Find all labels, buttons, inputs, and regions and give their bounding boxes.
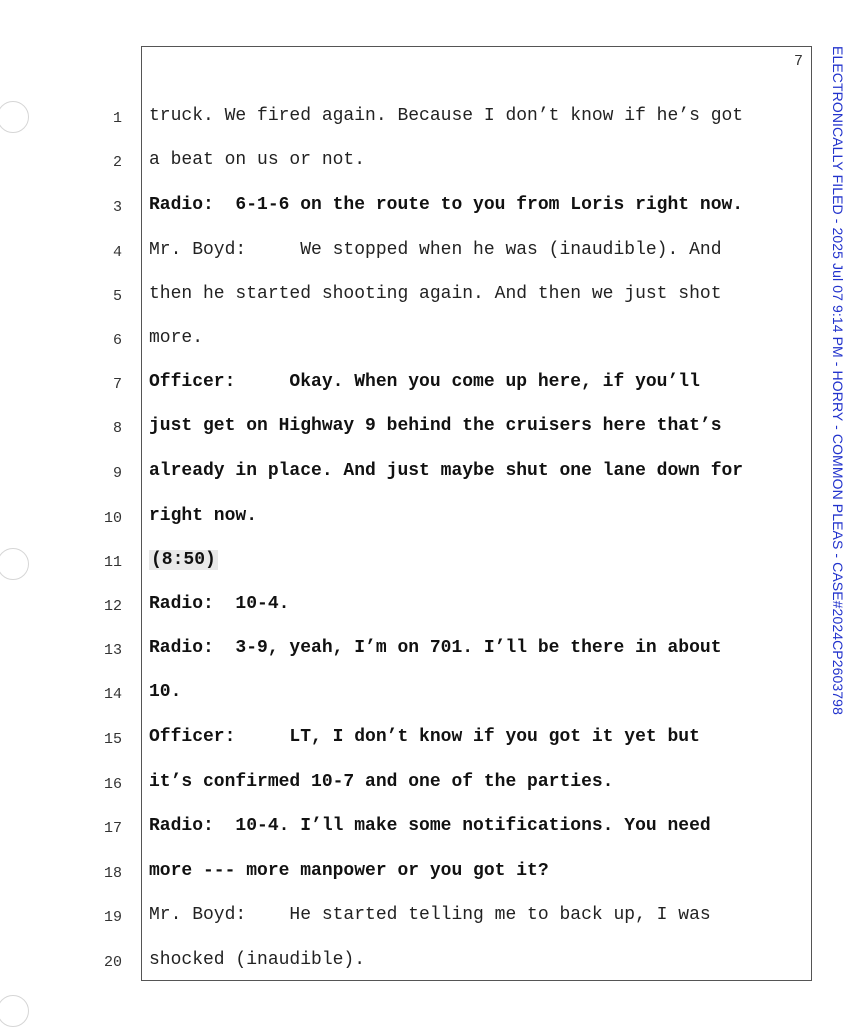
punch-hole-middle bbox=[0, 548, 29, 580]
transcript-line: then he started shooting again. And then we just shot bbox=[149, 284, 722, 304]
electronic-filing-stamp: ELECTRONICALLY FILED - 2025 Jul 07 9:14 PM - HORRY - COMMON PLEAS - CASE#2024CP2603798 bbox=[830, 46, 846, 715]
transcript-line: Officer: Okay. When you come up here, if you’ll bbox=[149, 372, 700, 392]
line-number: 12 bbox=[103, 598, 122, 615]
transcript-line: Mr. Boyd: We stopped when he was (inaudible). And bbox=[149, 240, 722, 260]
line-number: 2 bbox=[112, 154, 122, 171]
punch-hole-bottom bbox=[0, 995, 29, 1027]
line-number: 11 bbox=[103, 554, 122, 571]
line-number: 14 bbox=[103, 686, 122, 703]
line-number: 17 bbox=[103, 820, 122, 837]
line-number: 5 bbox=[112, 288, 122, 305]
transcript-line: Radio: 10-4. bbox=[149, 594, 290, 614]
line-number: 13 bbox=[103, 642, 122, 659]
line-number: 3 bbox=[112, 199, 122, 216]
line-number: 20 bbox=[103, 954, 122, 971]
transcript-line: Radio: 6-1-6 on the route to you from Loris right now. bbox=[149, 195, 744, 215]
transcript-line: right now. bbox=[149, 506, 258, 526]
transcript-line: shocked (inaudible). bbox=[149, 950, 366, 970]
line-number: 19 bbox=[103, 909, 122, 926]
line-number: 1 bbox=[112, 110, 122, 127]
line-number: 16 bbox=[103, 776, 122, 793]
transcript-line: more --- more manpower or you got it? bbox=[149, 861, 549, 881]
line-number: 4 bbox=[112, 244, 122, 261]
line-number: 15 bbox=[103, 731, 122, 748]
line-number: 9 bbox=[112, 465, 122, 482]
line-number: 18 bbox=[103, 865, 122, 882]
transcript-line: already in place. And just maybe shut one lane down for bbox=[149, 461, 744, 481]
transcript-line: just get on Highway 9 behind the cruisers here that’s bbox=[149, 416, 722, 436]
punch-hole-top bbox=[0, 101, 29, 133]
line-number: 8 bbox=[112, 420, 122, 437]
transcript-line: a beat on us or not. bbox=[149, 150, 366, 170]
transcript-line: Radio: 3-9, yeah, I’m on 701. I’ll be there in about bbox=[149, 638, 722, 658]
transcript-line: 10. bbox=[149, 682, 182, 702]
line-number: 7 bbox=[112, 376, 122, 393]
line-number: 10 bbox=[103, 510, 122, 527]
transcript-line: it’s confirmed 10-7 and one of the parties. bbox=[149, 772, 614, 792]
line-number: 6 bbox=[112, 332, 122, 349]
page-number: 7 bbox=[793, 53, 803, 70]
transcript-line: Officer: LT, I don’t know if you got it yet but bbox=[149, 727, 700, 747]
transcript-line: Radio: 10-4. I’ll make some notifications. You need bbox=[149, 816, 711, 836]
transcript-line: Mr. Boyd: He started telling me to back up, I was bbox=[149, 905, 711, 925]
timestamp-marker: (8:50) bbox=[151, 550, 216, 570]
transcript-line: more. bbox=[149, 328, 204, 348]
transcript-line: truck. We fired again. Because I don’t know if he’s got bbox=[149, 106, 744, 126]
